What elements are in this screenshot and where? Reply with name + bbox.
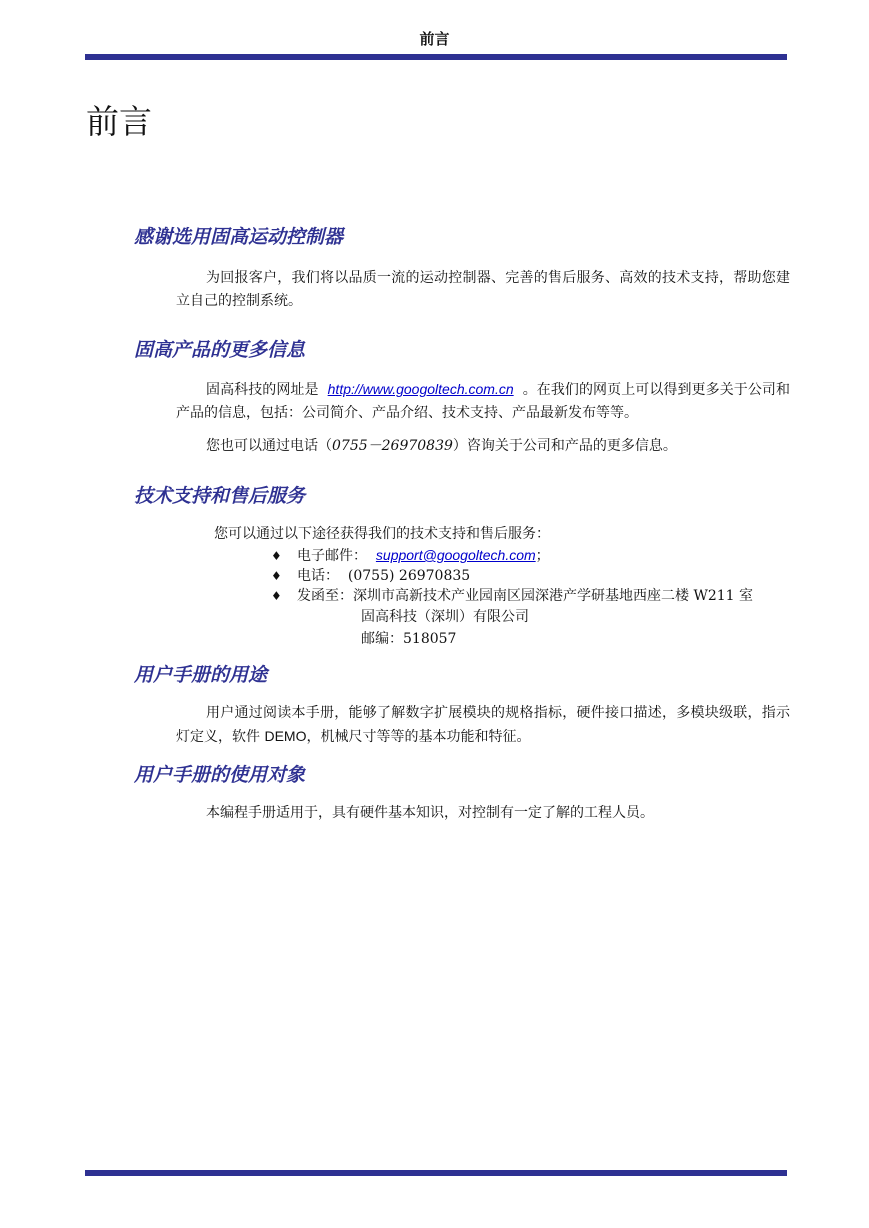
thanks-paragraph: 为回报客户，我们将以品质一流的运动控制器、完善的售后服务、高效的技术支持，帮助您建立自己的控制系统。 (176, 270, 790, 309)
support-intro: 您可以通过以下途径获得我们的技术支持和售后服务： (214, 526, 550, 542)
phone-inquiry-prefix: 您也可以通过电话（ (206, 438, 332, 454)
audience-paragraph: 本编程手册适用于，具有硬件基本知识，对控制有一定了解的工程人员。 (206, 805, 654, 821)
address-line-2: 固高科技（深圳）有限公司 (361, 609, 529, 625)
heading-thanks: 感谢选用固高运动控制器 (134, 226, 344, 248)
purpose-paragraph (176, 702, 790, 749)
bullet-icon: ♦ (271, 589, 282, 603)
phone-inquiry-suffix: ）咨询关于公司和产品的更多信息。 (452, 438, 677, 454)
more-info-paragraph (176, 378, 790, 425)
purpose-demo: DEMO (264, 728, 307, 744)
page-title: 前言 (86, 102, 152, 141)
support-mail-item (271, 586, 753, 606)
heading-audience: 用户手册的使用对象 (134, 764, 306, 786)
bullet-icon: ♦ (271, 569, 282, 583)
bullet-icon: ♦ (271, 549, 282, 563)
phone-inquiry-number: 0755－26970839 (332, 438, 453, 454)
email-label: 电子邮件： (297, 548, 367, 564)
support-phone-item (271, 566, 470, 586)
footer-rule (85, 1170, 787, 1176)
purpose-suffix: ，机械尺寸等等的基本功能和特征。 (306, 729, 531, 745)
running-header: 前言 (419, 30, 450, 48)
more-info-suffix: 。在我们的网页上可以得到更多关于公司和产品的信息，包括：公司简介、产品介绍、技术支持、产品最新发布等等。 (176, 382, 790, 421)
heading-purpose: 用户手册的用途 (134, 664, 268, 686)
support-phone-number: (0755) 26970835 (347, 568, 471, 584)
phone-inquiry-paragraph (176, 435, 790, 458)
more-info-prefix: 固高科技的网址是 (206, 382, 319, 398)
heading-more-info: 固高产品的更多信息 (134, 339, 306, 361)
heading-support: 技术支持和售后服务 (134, 485, 306, 507)
support-email-item (271, 545, 550, 566)
support-email-link[interactable]: support@googoltech.com (375, 547, 536, 563)
website-link[interactable]: http://www.googoltech.com.cn (327, 381, 514, 397)
header-rule (85, 54, 787, 60)
email-suffix: ； (535, 548, 550, 564)
phone-label: 电话： (297, 568, 339, 584)
mail-label: 发函至： (297, 588, 353, 604)
address-line-1: 深圳市高新技术产业园南区园深港产学研基地西座二楼 W211 室 (353, 588, 754, 604)
purpose-prefix: 用户通过阅读本手册，能够了解数字扩展模块的规格指标，硬件接口描述，多模块级联，指示灯定义，软件 (176, 705, 790, 745)
address-line-3: 邮编：518057 (361, 631, 457, 647)
